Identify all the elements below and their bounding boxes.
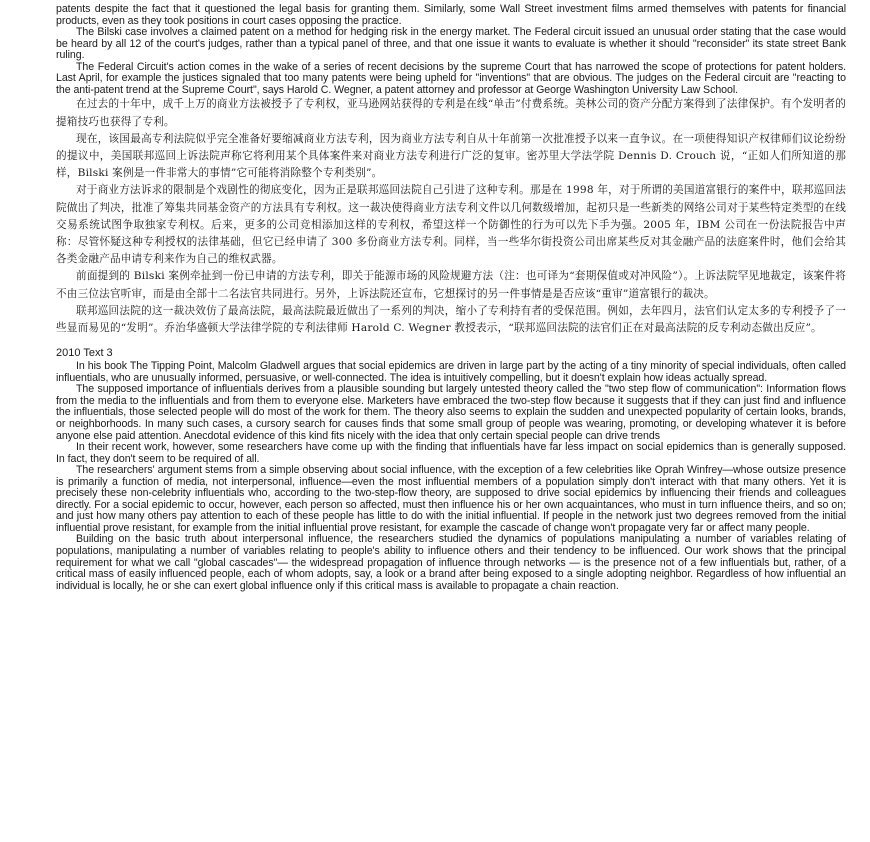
paragraph: Building on the basic truth about interpersonal influence, the researchers studied the dynamics of populations manipulating a number of variables relating of populations, manipulating a number of variables relating to people's ability to influence others and their tendency to be influenced. Our work shows that the principal requirement for what we call "global cascades"— the widespread propagation of influence through networks — is the presence not of a few influentials but, rather, of a critical mass of easily influenced people, each of whom adopts, say, a look or a brand after being exposed to a single adopting neighbor. Regardless of how influential an individual is locally, he or she can exert global influence only if this critical mass is available to propagate a chain reaction.	[56, 533, 846, 592]
paragraph: In his book The Tipping Point, Malcolm Gladwell argues that social epidemics are driven in large part by the acting of a tiny minority of special individuals, often called influentials, who are unusually informed, persuasive, or well-connected. The idea is intuitively compelling, but it doesn't explain how ideas actually spread.	[56, 360, 846, 384]
english-passage-top	[56, 4, 846, 96]
paragraph: The Federal Circuit's action comes in the wake of a series of recent decisions by the supreme Court that has narrowed the scope of protections for patent holders. Last April, for example the justices signaled that too many patents were being upheld for "inventions" that are obvious. The judges on the Federal circuit are "reacting to the anti-patent trend at the Supreme Court", says Harold C. Wegner, a patent attorney and professor at George Washington University Law School.	[56, 60, 846, 96]
english-passage-text3	[56, 347, 846, 592]
paragraph: The supposed importance of influentials derives from a plausible sounding but largely untested theory called the "two step flow of communication": Information flows from the media to the influentials and from them to everyone else. Marketers have embraced the two-step flow because it suggests that if they can just find and influence the influentials, those selected people will do most of the work for them. The theory also seems to explain the sudden and unexpected popularity of certain looks, brands, or neighborhoods. In many such cases, a cursory search for causes finds that some small group of people was wearing, promoting, or developing whatever it is before anyone else paid attention. Anecdotal evidence of this kind fits nicely with the idea that only certain special people can drive trends	[56, 383, 846, 442]
translation-paragraph: 联邦巡回法院的这一裁决效仿了最高法院，最高法院最近做出了一系列的判决，缩小了专利持有者的受保范围。例如，去年四月，法官们认定太多的专利授予了一些显而易见的“发明”。乔治华盛顿大学法律学院的专利法律师 Harold C. Wegner 教授表示，“联邦巡回法院的法官们正在对最高法院的反专利动态做出反应”。	[56, 304, 846, 335]
paragraph: The Bilski case involves a claimed patent on a method for hedging risk in the energy market. The Federal circuit issued an unusual order stating that the case would be heard by all 12 of the court's judges, rather than a typical panel of three, and that one issue it wants to evaluate is whether it should "reconsider" its state street Bank ruling.	[56, 26, 846, 62]
translation-paragraph: 在过去的十年中，成千上万的商业方法被授予了专利权，亚马逊网站获得的专利是在线“单击”付费系统。美林公司的资产分配方案得到了法律保护。有个发明者的提箱技巧也获得了专利。	[56, 98, 846, 128]
paragraph: The researchers' argument stems from a simple observing about social influence, with the exception of a few celebrities like Oprah Winfrey—whose outsize presence is primarily a function of media, not interpersonal, influence—even the most influential members of a population simply don't interact with that many others. Yet it is precisely these non-celebrity influentials who, according to the two-step-flow theory, are supposed to drive social epidemics by influencing their friends and colleagues directly. For a social epidemic to occur, however, each person so affected, must then influence his or her own acquaintances, who must in turn influence theirs, and so on; and just how many others pay attention to each of these people has little to do with the initial influential. If people in the network just two degrees removed from the initial influential prove resistant, for example from the initial influential prove resistant, for example the cascade of change won't propagate very far or affect many people.	[56, 464, 846, 534]
chinese-translation	[56, 96, 846, 337]
paragraph: patents despite the fact that it questioned the legal basis for granting them. Similarly, some Wall Street investment films armed themselves with patents for financial products, even as they took positions in court cases opposing the practice.	[56, 3, 846, 27]
translation-paragraph: 对于商业方法诉求的限制是个戏剧性的彻底变化，因为正是联邦巡回法院自己引进了这种专利。那是在 1998 年，对于所谓的美国道富银行的案件中，联邦巡回法院做出了判决，批准了筹集共同基金资产的方法具有专利权。这一裁决使得商业方法专利文件以几何数级增加，起初只是一些新类的网络公司对于某些特定类型的在线交易系统试图争取独家专利权。后来，更多的公司竞相添加这样的专利权，希望这样一个防御性的行为可以先下手为强。2005 年，IBM 公司在一份法院报告中声称：尽管怀疑这种专利授权的法律基础，但它已经申请了 300 多份商业方法专利。同样，当一些华尔街投资公司出席某些反对其金融产品的法庭案件时，他们会给其各类金融产品申请专利来作为自己的维权武器。	[56, 184, 846, 266]
section-heading: 2010 Text 3	[56, 347, 113, 360]
paragraph: In their recent work, however, some researchers have come up with the finding that influentials have far less impact on social epidemics than is generally supposed. In fact, they don't seem to be required of all.	[56, 441, 846, 465]
translation-paragraph: 前面提到的 Bilski 案例牵扯到一份已申请的方法专利，即关于能源市场的风险规避方法（注：也可译为“套期保值或对冲风险”）。上诉法院罕见地裁定，该案件将不由三位法官听审，而是由全部十二名法官共同进行。另外，上诉法院还宣布，它想探讨的另一件事情是是否应该“重审”道富银行的裁决。	[56, 270, 846, 300]
translation-paragraph: 现在，该国最高专利法院似乎完全准备好要缩减商业方法专利，因为商业方法专利自从十年前第一次批准授予以来一直争议。在一项使得知识产权律师们议论纷纷的提议中，美国联邦巡回上诉法院声称它将利用某个具体案件来对商业方法专利进行广泛的复审。密苏里大学法学院 Dennis D. Crouch 说，“正如人们所知道的那样，Bilski 案例是一件非常大的事情”它可能将消除整个专利类别”。	[56, 132, 846, 180]
